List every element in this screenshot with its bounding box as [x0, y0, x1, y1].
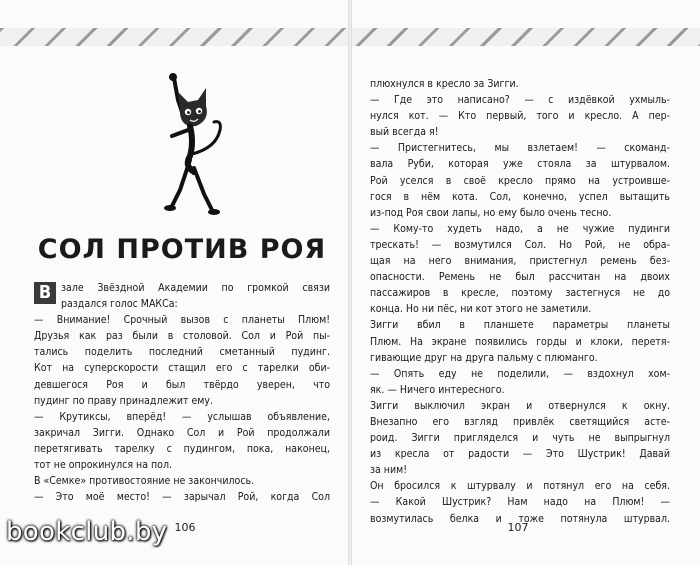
text-line: пассажиров в кресле, поэтому застегнуся не до — [370, 287, 670, 300]
text-line: вый всегда я! — [370, 126, 439, 139]
text-line: закричал Зигги. Однако Сол и Рой продолжали — [34, 426, 330, 439]
left-page-text — [34, 280, 330, 505]
text-line: — Какой Шустрик? Нам надо на Плюм! — — [370, 496, 670, 509]
text-line: щая на него внимания, пристегнул ремень без- — [370, 255, 670, 268]
text-line: Зигги выключил экран и отвернулся к окну. — [370, 399, 670, 412]
page-number-left: 106 — [170, 513, 200, 543]
text-line: перетягивать тарелку с пудингом, пока, наконец, — [34, 442, 330, 455]
book-gutter — [348, 0, 352, 565]
text-line: Друзья как раз были в столовой. Сол и Рой пы- — [34, 330, 330, 343]
text-line: — Кому-то худеть надо, а не чужие пудинги — [370, 222, 670, 235]
text-line: тот не опрокинулся на пол. — [34, 459, 172, 472]
text-line: из кресла от радости — Это Шустрик! Давай — [370, 448, 670, 461]
text-line: за ним! — [370, 464, 408, 477]
text-line: нулся кот. — Кто первый, того и кресло. А пер- — [370, 110, 670, 123]
text-line: пудинг по праву принадлежит ему. — [34, 394, 213, 407]
text-line: девшегося Роя и был твёрдо уверен, что — [34, 378, 330, 391]
text-line: — Где это написано? — с издёвкой ухмыль- — [370, 94, 670, 107]
text-line: возмутилась белка и тоже потянула штурвал. — [370, 512, 670, 525]
text-line: Плюм. На экране появились горды и клоки, перетя- — [370, 335, 670, 348]
text-line: трескать! — возмутился Сол. Но Рой, не обра- — [370, 238, 670, 251]
text-line: як. — Ничего интересного. — [370, 383, 505, 396]
right-page-text — [370, 76, 670, 527]
text-line: — Крутиксы, вперёд! — услышав объявление, — [34, 410, 330, 423]
text-line: В «Семке» противостояние не закончилось. — [34, 475, 255, 488]
text-line: Зигги вбил в планшете параметры планеты — [370, 319, 670, 332]
chapter-title: СОЛ ПРОТИВ РОЯ — [37, 234, 327, 265]
text-line: Рой уселся в своё кресло прямо на устроивше- — [370, 174, 670, 187]
page-number-right: 107 — [503, 513, 533, 543]
text-line: конца. Но ни пёс, ни кот этого не заметили. — [370, 303, 592, 316]
text-line: — Опять еду не поделили, — вздохнул хом- — [370, 367, 670, 380]
text-line: опасности. Ремень не был рассчитан на двоих — [370, 271, 670, 284]
text-line: — Это моё место! — зарычал Рой, когда Сол — [34, 491, 330, 504]
text-line: роид. Зигги пригляделся и чуть не выпрыгнул — [370, 432, 670, 445]
text-line: гивающие друг на друга пальму с плюманго. — [370, 351, 598, 364]
text-line: раздался голос МАКСа: — [61, 298, 178, 311]
text-line: Кот на суперскорости стащил его с тарелки оби- — [34, 362, 330, 375]
text-line: зале Звёздной Академии по громкой связи — [61, 282, 330, 294]
text-line: — Пристегнитесь, мы взлетаем! — скоманд- — [370, 142, 670, 155]
text-line: — Внимание! Срочный вызов с планеты Плюм! — [34, 314, 330, 327]
text-line: вала Руби, которая уже стояла за штурвалом. — [370, 158, 670, 171]
text-line: из-под Роя свои лапы, но ему было очень тесно. — [370, 206, 612, 219]
text-line: Внезапно его взгляд привлёк светящийся асте- — [370, 415, 670, 428]
text-line: тались поделить последний сметанный пудинг. — [34, 346, 330, 359]
text-line: Он бросился к штурвалу и потянул его на себя. — [370, 480, 670, 493]
text-line: плюхнулся в кресло за Зигги. — [370, 78, 519, 90]
text-line: гося в нём кота. Сол, конечно, успел вытащить — [370, 190, 670, 203]
dropcap: В — [34, 282, 56, 304]
cat-illustration — [150, 70, 230, 220]
watermark: bookclub.by — [6, 517, 168, 547]
